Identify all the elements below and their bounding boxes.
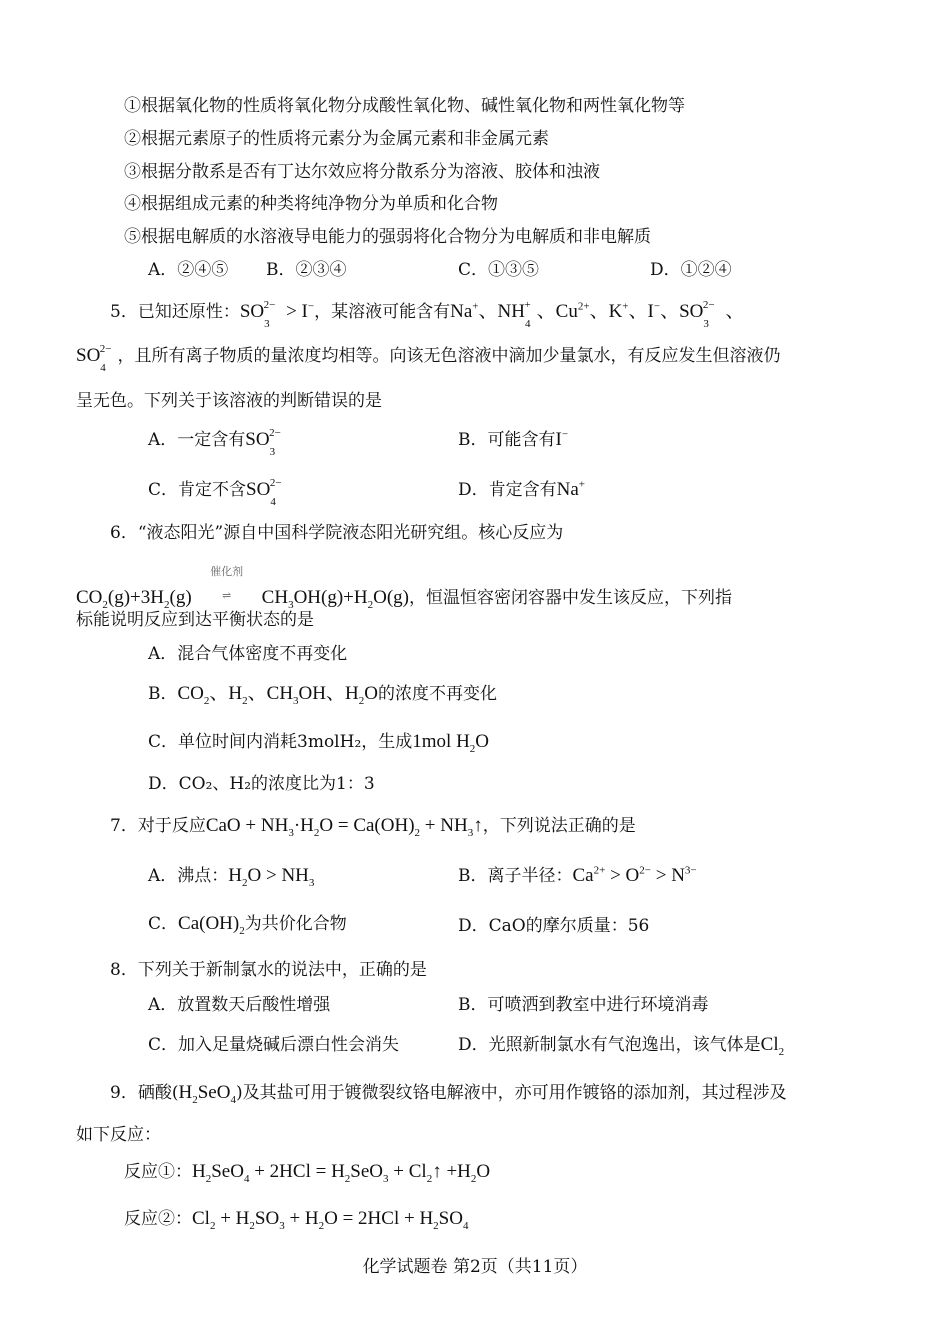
q9-reaction-1-equation: $H_2SeO_4 + 2HCl = H_2SeO_3$ + $Cl_2↑ +H_2O$: [192, 1161, 491, 1185]
statement-4: ④根据组成元素的种类将纯净物分为单质和化合物: [124, 194, 498, 214]
q9-reaction-1-label: 反应①：: [124, 1162, 192, 1182]
q7-option-c-formula: $Ca(OH)_2$: [178, 913, 245, 937]
q6-number: 6．: [110, 523, 138, 543]
statement-5: ⑤根据电解质的水溶液导电能力的强弱将化合物分为电解质和非电解质: [124, 227, 651, 247]
q7-option-a-text: A．沸点：: [148, 866, 229, 886]
q8-option-a: A．放置数天后酸性增强: [148, 995, 331, 1015]
q8-option-d-text: D．光照新制氯水有气泡逸出，该气体是: [458, 1035, 761, 1055]
q7-reaction: CaO + $NH_3\cdot H_2O = Ca(OH)_2$ + $NH_3↑$: [205, 815, 483, 839]
q5-ion-list: Na+、$NH_4^+$ 、$Cu^{2+}$、K+、I−、$SO_3^{2-}$ 、: [450, 298, 745, 330]
q5-option-b-formula: I−: [555, 428, 569, 450]
q8-stem-text: 下列关于新制氯水的说法中，正确的是: [137, 960, 427, 980]
q6-option-c: [148, 730, 489, 754]
q6-option-c-formula: 1mol $H_2O$: [412, 731, 490, 755]
q8-option-d: [458, 1033, 784, 1057]
q9-reaction-2-equation: $Cl_2 + H_2SO_3 + H_2O = 2HCl + H_2SO_4$: [192, 1208, 469, 1232]
q7-option-a: [148, 864, 314, 888]
q6-option-d: D．CO₂、H₂的浓度比为1：3: [148, 774, 375, 794]
q9-selenic-acid: $H_2SeO_4$: [178, 1082, 236, 1106]
q6-option-b: [148, 682, 497, 706]
q6-line2-text: ，恒温恒容密闭容器中发生该反应，下列指: [409, 588, 732, 608]
q5-number: 5．: [110, 302, 138, 322]
q5-line2-text: ，且所有离子物质的量浓度均相等。向该无色溶液中滴加少量氯水，有反应发生但溶液仍: [117, 346, 781, 366]
q7-option-d: D．CaO的摩尔质量：56: [458, 916, 650, 936]
q7-stem: [110, 814, 636, 838]
q5-stem-line2: [76, 342, 781, 374]
q6-option-c-text: C．单位时间内消耗3molH₂，生成: [148, 732, 413, 752]
q8-option-c: C．加入足量烧碱后漂白性会消失: [148, 1035, 400, 1055]
q5-option-a: [148, 426, 287, 458]
q8-option-d-formula: $Cl_2$: [760, 1034, 785, 1058]
q8-number: 8．: [110, 960, 138, 980]
q9-rest: )及其盐可用于镀微裂纹铬电解液中，亦可用作镀铬的添加剂，其过程涉及: [235, 1083, 787, 1103]
q5-option-c-text: C．肯定不含: [148, 480, 247, 500]
q6-option-b-formulas: $CO_2$、$H_2$、$CH_3OH$、$H_2O$: [177, 683, 378, 707]
q6-option-a: A．混合气体密度不再变化: [148, 644, 348, 664]
q5-option-c-formula: $SO_4^{2-}$: [246, 476, 282, 508]
q5-stem-line1: [110, 298, 745, 330]
q9-intro: 硒酸(: [137, 1083, 179, 1103]
q7-option-b-text: B．离子半径：: [458, 866, 573, 886]
q7-option-b-formula: $Ca^{2+} > O^{2-} > N^{3-}$: [572, 864, 697, 886]
q4-option-c: C．①③⑤: [458, 260, 540, 280]
q4-option-d: D．①②④: [650, 260, 732, 280]
q7-option-c-text: 为共价化合物: [244, 914, 347, 934]
q7-number: 7．: [110, 816, 138, 836]
q6-stem-line3: 标能说明反应到达平衡状态的是: [76, 610, 314, 630]
q4-option-b: B．②③④: [266, 260, 347, 280]
q6-intro: “液态阳光”源自中国科学院液态阳光研究组。核心反应为: [137, 523, 564, 543]
q5-option-c: [148, 476, 288, 508]
q7-option-c: [148, 912, 347, 936]
q7-option-c-label: C．: [148, 914, 179, 934]
q6-option-b-label: B．: [148, 684, 178, 704]
q6-stem-line2: [76, 564, 732, 612]
q9-reaction-1: [124, 1160, 490, 1184]
q8-option-b: B．可喷洒到教室中进行环境消毒: [458, 995, 709, 1015]
q8-stem: [110, 958, 427, 982]
statement-3: ③根据分散系是否有丁达尔效应将分散系分为溶液、胶体和浊液: [124, 162, 600, 182]
q5-reduction-order: $SO_3^{2-} > I^-$: [239, 298, 315, 330]
statement-2: ②根据元素原子的性质将元素分为金属元素和非金属元素: [124, 129, 549, 149]
page-footer: 化学试题卷 第2页（共11页）: [362, 1257, 588, 1277]
q5-mid: ，某溶液可能含有: [314, 302, 451, 322]
q7-intro: 对于反应: [137, 816, 206, 836]
q5-stem-line3: 呈无色。下列关于该溶液的判断错误的是: [76, 391, 382, 411]
q5-option-b-text: B．可能含有: [458, 430, 556, 450]
q9-stem-line1: [110, 1081, 787, 1105]
q5-option-b: [458, 428, 568, 452]
q5-sulfate-ion: $SO_4^{2-}$: [76, 342, 112, 374]
q5-option-d-formula: Na+: [556, 478, 586, 500]
q6-option-b-text: 的浓度不再变化: [377, 684, 497, 704]
q5-intro: 已知还原性：: [137, 302, 240, 322]
q6-stem-line1: [110, 521, 563, 545]
q5-option-a-formula: $SO_3^{2-}$: [245, 426, 281, 458]
q7-option-a-formula: $H_2O > NH_3$: [228, 865, 315, 889]
q9-number: 9．: [110, 1083, 138, 1103]
catalyst-arrow-icon: 催化剂 ⇌: [210, 566, 244, 602]
q5-option-d: [458, 478, 585, 502]
q7-tail: ，下列说法正确的是: [482, 816, 636, 836]
q5-option-a-text: A．一定含有: [148, 430, 246, 450]
q6-core-reaction: $CO_2(g)+3H_2(g)$催化剂 ⇌ $CH_3OH(g)+H_2O(g)$: [76, 587, 409, 608]
q4-option-a: A．②④⑤: [148, 260, 229, 280]
q9-reaction-2: [124, 1207, 468, 1231]
q9-stem-line2: 如下反应：: [76, 1125, 161, 1145]
q5-option-d-text: D．肯定含有: [458, 480, 557, 500]
q9-reaction-2-label: 反应②：: [124, 1209, 192, 1229]
q7-option-b: [458, 864, 697, 888]
statement-1: ①根据氧化物的性质将氧化物分成酸性氧化物、碱性氧化物和两性氧化物等: [124, 96, 685, 116]
